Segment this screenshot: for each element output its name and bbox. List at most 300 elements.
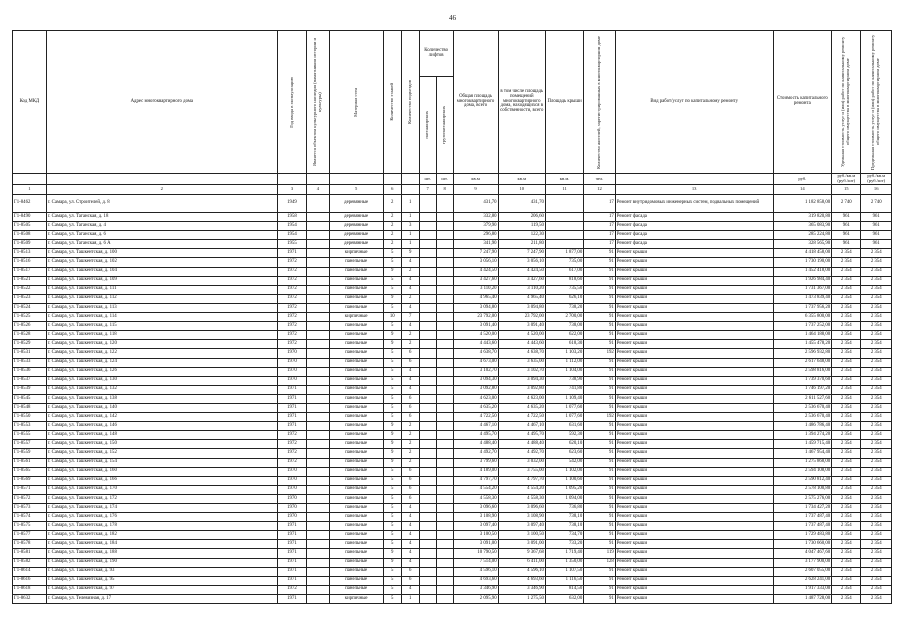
- header-max-cost: Предельная стоимость услуг и (или) работ по капитальному ремонту общего имущества в многоквартирном доме: [870, 34, 881, 170]
- table-row: [13, 349, 892, 358]
- cell-entrances: 6: [401, 576, 419, 585]
- cell-residents: 91: [584, 358, 616, 367]
- cell-residents: 17: [584, 213, 616, 222]
- cell-total-area: 4 495,70: [453, 431, 498, 440]
- header-work-type: Вид работ/услуг по капитальному ремонту: [615, 31, 773, 174]
- cell-elev-passenger: [419, 376, 436, 385]
- cell-elev-cargo: [436, 231, 453, 240]
- cell-heritage: [307, 585, 330, 594]
- cell-cost: 328 565,90: [773, 240, 832, 249]
- cell-owned-area: 9 367,68: [498, 549, 545, 558]
- header-total-area: Общая площадь многоквартирного дома, всего: [453, 31, 498, 174]
- cell-elev-cargo: [436, 494, 453, 503]
- cell-walls: панельные: [329, 376, 383, 385]
- cell-specific-cost: 2 354: [832, 313, 861, 322]
- cell-cost: 1 486 786,40: [773, 422, 832, 431]
- table-row: [13, 467, 892, 476]
- cell-heritage: [307, 303, 330, 312]
- cell-heritage: [307, 485, 330, 494]
- cell-year: 1970: [277, 358, 306, 367]
- table-body: [13, 195, 892, 604]
- cell-heritage: [307, 294, 330, 303]
- cell-address: г. Самара, ул. Ташкентская, д. 182: [46, 531, 277, 540]
- cell-year: 1971: [277, 567, 306, 576]
- cell-total-area: 296,80: [453, 231, 498, 240]
- cell-total-area: 4 797,70: [453, 476, 498, 485]
- cell-floors: 5: [383, 413, 401, 422]
- cell-walls: панельные: [329, 476, 383, 485]
- cell-elev-cargo: [436, 422, 453, 431]
- cell-elev-passenger: [419, 331, 436, 340]
- cell-total-area: 3 097,40: [453, 522, 498, 531]
- cell-elev-cargo: [436, 267, 453, 276]
- cell-elev-passenger: [419, 513, 436, 522]
- cell-roof-area: 738,10: [545, 522, 583, 531]
- cell-walls: панельные: [329, 449, 383, 458]
- cell-year: 1972: [277, 340, 306, 349]
- cell-max-cost: 961: [861, 240, 892, 249]
- cell-entrances: 4: [401, 585, 419, 594]
- cell-total-area: 4 965,40: [453, 294, 498, 303]
- cell-elev-passenger: [419, 313, 436, 322]
- table-row: [13, 549, 892, 558]
- cell-entrances: 6: [401, 413, 419, 422]
- cell-specific-cost: 2 354: [832, 385, 861, 394]
- table-row: [13, 440, 892, 449]
- cell-owned-area: 119,50: [498, 222, 545, 231]
- cell-max-cost: 2 354: [861, 249, 892, 258]
- cell-heritage: [307, 358, 330, 367]
- cell-residents: 119: [584, 549, 616, 558]
- cell-total-area: 2 095,90: [453, 594, 498, 603]
- cell-cost: 1 734 427,20: [773, 504, 832, 513]
- cell-elev-cargo: [436, 294, 453, 303]
- cell-year: 1949: [277, 195, 306, 213]
- cell-heritage: [307, 558, 330, 567]
- cell-heritage: [307, 449, 330, 458]
- cell-cost: 1 275 868,00: [773, 458, 832, 467]
- cell-work-type: Ремонт фасада: [615, 222, 773, 231]
- cell-specific-cost: 2 354: [832, 322, 861, 331]
- header-elev-cargo: грузопассажирских: [441, 105, 447, 145]
- cell-residents: 91: [584, 313, 616, 322]
- cell-total-area: 3 091,40: [453, 322, 498, 331]
- cell-total-area: 10 790,50: [453, 549, 498, 558]
- colnum-15: 15: [832, 185, 861, 195]
- cell-floors: 5: [383, 376, 401, 385]
- cell-walls: панельные: [329, 422, 383, 431]
- table-row: [13, 285, 892, 294]
- cell-year: 1971: [277, 413, 306, 422]
- cell-elev-passenger: [419, 303, 436, 312]
- cell-floors: 5: [383, 567, 401, 576]
- cell-specific-cost: 2 354: [832, 376, 861, 385]
- cell-address: г. Самара, ул. Ташкентская, д. 132: [46, 385, 277, 394]
- cell-code: Г1-8571: [13, 485, 47, 494]
- cell-residents: 91: [584, 340, 616, 349]
- cell-code: Г1-8616: [13, 576, 47, 585]
- cell-owned-area: 3 097,40: [498, 522, 545, 531]
- cell-owned-area: 4 520,00: [498, 331, 545, 340]
- cell-max-cost: 2 354: [861, 485, 892, 494]
- cell-heritage: [307, 567, 330, 576]
- cell-specific-cost: 2 354: [832, 585, 861, 594]
- cell-total-area: 4 424,50: [453, 267, 498, 276]
- table-row: [13, 513, 892, 522]
- cell-walls: панельные: [329, 440, 383, 449]
- cell-code: Г1-8548: [13, 403, 47, 412]
- cell-roof-area: 738,00: [545, 322, 583, 331]
- cell-max-cost: 2 354: [861, 422, 892, 431]
- cell-address: г. Самара, ул. Телевизная, д. 17: [46, 594, 277, 603]
- table-row: [13, 485, 892, 494]
- cell-residents: 91: [584, 567, 616, 576]
- cell-elev-cargo: [436, 358, 453, 367]
- cell-floors: 5: [383, 576, 401, 585]
- cell-residents: 91: [584, 476, 616, 485]
- cell-walls: деревянные: [329, 213, 383, 222]
- cell-total-area: 3 100,50: [453, 531, 498, 540]
- cell-floors: 5: [383, 476, 401, 485]
- cell-residents: 17: [584, 231, 616, 240]
- colnum-10: 10: [498, 185, 545, 195]
- cell-work-type: Ремонт фасада: [615, 213, 773, 222]
- cell-residents: 91: [584, 249, 616, 258]
- cell-entrances: 2: [401, 294, 419, 303]
- cell-elev-cargo: [436, 440, 453, 449]
- table-row: [13, 540, 892, 549]
- cell-year: 1972: [277, 431, 306, 440]
- cell-address: г. Самара, ул. Ташкентская, д. 166: [46, 476, 277, 485]
- cell-address: г. Самара, ул. Ташкентская, д. 140: [46, 403, 277, 412]
- cell-heritage: [307, 376, 330, 385]
- cell-owned-area: 4 467,10: [498, 422, 545, 431]
- cell-year: 1971: [277, 540, 306, 549]
- cell-elev-cargo: [436, 340, 453, 349]
- cell-total-area: 4 488,40: [453, 440, 498, 449]
- cell-year: 1972: [277, 285, 306, 294]
- cell-roof-area: 1 102,00: [545, 467, 583, 476]
- colnum-7: 7: [419, 185, 436, 195]
- cell-floors: 5: [383, 494, 401, 503]
- cell-walls: панельные: [329, 303, 383, 312]
- cell-entrances: 4: [401, 367, 419, 376]
- table-row: [13, 358, 892, 367]
- cell-specific-cost: 2 354: [832, 594, 861, 603]
- colnum-16: 16: [861, 185, 892, 195]
- cell-elev-cargo: [436, 504, 453, 513]
- cell-specific-cost: 2 354: [832, 349, 861, 358]
- cell-max-cost: 2 354: [861, 494, 892, 503]
- cell-floors: 5: [383, 522, 401, 531]
- cell-owned-area: 4 558,30: [498, 494, 545, 503]
- header-elevators: Количество лифтов: [419, 31, 453, 77]
- cell-roof-area: 1 719,40: [545, 549, 583, 558]
- cell-max-cost: 2 354: [861, 567, 892, 576]
- cell-entrances: 9: [401, 249, 419, 258]
- cell-owned-area: 3 092,80: [498, 385, 545, 394]
- cell-year: 1972: [277, 322, 306, 331]
- cell-total-area: 7 514,00: [453, 558, 498, 567]
- cell-elev-cargo: [436, 313, 453, 322]
- cell-walls: панельные: [329, 340, 383, 349]
- cell-cost: 1 926 984,40: [773, 276, 832, 285]
- cell-owned-area: 4 488,40: [498, 440, 545, 449]
- cell-elev-passenger: [419, 467, 436, 476]
- cell-heritage: [307, 313, 330, 322]
- cell-entrances: 4: [401, 285, 419, 294]
- cell-elev-passenger: [419, 222, 436, 231]
- cell-code: Г1-8539: [13, 385, 47, 394]
- cell-elev-passenger: [419, 267, 436, 276]
- cell-work-type: Ремонт крыши: [615, 549, 773, 558]
- cell-roof-area: 1 112,00: [545, 358, 583, 367]
- cell-address: г. Самара, ул. Ташкентская, д. 93: [46, 567, 277, 576]
- unit-rub-sqm2: руб./кв.м (руб./шт): [861, 174, 892, 185]
- cell-roof-area: [545, 222, 583, 231]
- cell-work-type: Ремонт крыши: [615, 394, 773, 403]
- table-row: [13, 504, 892, 513]
- cell-elev-cargo: [436, 485, 453, 494]
- cell-walls: панельные: [329, 467, 383, 476]
- cell-specific-cost: 2 354: [832, 267, 861, 276]
- cell-heritage: [307, 240, 330, 249]
- cell-roof-area: 1 350,00: [545, 558, 583, 567]
- cell-floors: 5: [383, 276, 401, 285]
- colnum-13: 13: [615, 185, 773, 195]
- cell-year: 1971: [277, 422, 306, 431]
- cell-total-area: 4 596,10: [453, 567, 498, 576]
- cell-roof-area: 618,30: [545, 340, 583, 349]
- cell-work-type: Ремонт внутридомовых инженерных систем, подвальных помещений: [615, 195, 773, 213]
- table-row: [13, 249, 892, 258]
- cell-heritage: [307, 195, 330, 213]
- cell-heritage: [307, 385, 330, 394]
- cell-specific-cost: 961: [832, 240, 861, 249]
- cell-total-area: 3 091,00: [453, 540, 498, 549]
- cell-entrances: 4: [401, 322, 419, 331]
- colnum-8: 8: [436, 185, 453, 195]
- cell-walls: панельные: [329, 358, 383, 367]
- cell-year: 1971: [277, 249, 306, 258]
- cell-work-type: Ремонт крыши: [615, 249, 773, 258]
- cell-max-cost: 2 354: [861, 331, 892, 340]
- cell-year: 1971: [277, 394, 306, 403]
- cell-year: 1971: [277, 522, 306, 531]
- cell-heritage: [307, 458, 330, 467]
- header-residents: Количество жителей, зарегистрированных в многоквартирном доме: [596, 35, 602, 169]
- cell-roof-area: 1 109,40: [545, 394, 583, 403]
- cell-work-type: Ремонт крыши: [615, 258, 773, 267]
- cell-code: Г1-8521: [13, 276, 47, 285]
- cell-specific-cost: 961: [832, 213, 861, 222]
- cell-specific-cost: 2 354: [832, 431, 861, 440]
- cell-max-cost: 2 354: [861, 585, 892, 594]
- cell-entrances: 1: [401, 594, 419, 603]
- cell-elev-cargo: [436, 558, 453, 567]
- cell-total-area: 7 247,90: [453, 249, 498, 258]
- cell-roof-area: 733,20: [545, 540, 583, 549]
- cell-max-cost: 2 354: [861, 549, 892, 558]
- cell-address: г. Самара, ул. Ташкентская, д. 174: [46, 504, 277, 513]
- cell-owned-area: 3 427,60: [498, 276, 545, 285]
- cell-floors: 5: [383, 258, 401, 267]
- cell-walls: панельные: [329, 394, 383, 403]
- colnum-6: 6: [383, 185, 401, 195]
- cell-max-cost: 2 354: [861, 522, 892, 531]
- cell-elev-cargo: [436, 213, 453, 222]
- cell-specific-cost: 2 740: [832, 195, 861, 213]
- cell-floors: 9: [383, 449, 401, 458]
- table-row: [13, 449, 892, 458]
- cell-heritage: [307, 576, 330, 585]
- cell-max-cost: 961: [861, 222, 892, 231]
- cell-walls: кирпичные: [329, 249, 383, 258]
- cell-code: Г1-8517: [13, 267, 47, 276]
- cell-entrances: 1: [401, 213, 419, 222]
- cell-total-area: 4 558,30: [453, 494, 498, 503]
- cell-elev-passenger: [419, 540, 436, 549]
- cell-elev-cargo: [436, 349, 453, 358]
- header-specific-cost: Удельная стоимость услуг и (или) работ по капитальному ремонту общего имущества в многоквартирном доме: [840, 36, 851, 168]
- cell-total-area: 3 102,70: [453, 367, 498, 376]
- cell-owned-area: 1 275,50: [498, 594, 545, 603]
- cell-cost: 2 536 670,40: [773, 413, 832, 422]
- cell-work-type: Ремонт крыши: [615, 522, 773, 531]
- cell-entrances: 6: [401, 567, 419, 576]
- cell-owned-area: 4 693,60: [498, 576, 545, 585]
- cell-max-cost: 2 354: [861, 431, 892, 440]
- cell-cost: 1 182 858,00: [773, 195, 832, 213]
- cell-work-type: Ремонт крыши: [615, 540, 773, 549]
- cell-specific-cost: 2 354: [832, 467, 861, 476]
- cell-cost: 2 596 932,80: [773, 349, 832, 358]
- cell-entrances: 6: [401, 403, 419, 412]
- cell-heritage: [307, 594, 330, 603]
- cell-year: 1972: [277, 267, 306, 276]
- cell-residents: 91: [584, 294, 616, 303]
- cell-address: г. Самара, ул. Ташкентская, д. 146: [46, 422, 277, 431]
- cell-total-area: 3 056,10: [453, 258, 498, 267]
- cell-max-cost: 2 354: [861, 358, 892, 367]
- cell-entrances: 6: [401, 494, 419, 503]
- cell-elev-passenger: [419, 440, 436, 449]
- cell-code: Г1-8526: [13, 322, 47, 331]
- cell-work-type: Ремонт крыши: [615, 585, 773, 594]
- cell-total-area: 332,80: [453, 213, 498, 222]
- cell-work-type: Ремонт крыши: [615, 494, 773, 503]
- cell-roof-area: 626,10: [545, 294, 583, 303]
- header-address: Адрес многоквартирного дома: [46, 31, 277, 174]
- cell-specific-cost: 961: [832, 222, 861, 231]
- cell-address: г. Самара, ул. Ташкентская, д. 170: [46, 485, 277, 494]
- cell-roof-area: 738,20: [545, 303, 583, 312]
- cell-floors: 9: [383, 440, 401, 449]
- cell-specific-cost: 2 354: [832, 440, 861, 449]
- cell-elev-cargo: [436, 331, 453, 340]
- cell-roof-area: 623,60: [545, 449, 583, 458]
- cell-heritage: [307, 467, 330, 476]
- cell-code: Г1-8524: [13, 303, 47, 312]
- cell-address: г. Самара, ул. Ташкентская, д. 150: [46, 440, 277, 449]
- cell-cost: 1 459 715,40: [773, 440, 832, 449]
- cell-work-type: Ремонт крыши: [615, 594, 773, 603]
- cell-specific-cost: 2 354: [832, 258, 861, 267]
- cell-max-cost: 2 354: [861, 558, 892, 567]
- table-row: [13, 594, 892, 603]
- cell-roof-area: [545, 213, 583, 222]
- cell-max-cost: 2 354: [861, 285, 892, 294]
- cell-cost: 3 177 900,00: [773, 558, 832, 567]
- cell-entrances: 4: [401, 531, 419, 540]
- cell-year: 1970: [277, 513, 306, 522]
- cell-roof-area: 814,50: [545, 585, 583, 594]
- cell-elev-passenger: [419, 485, 436, 494]
- cell-owned-area: 4 623,00: [498, 394, 545, 403]
- cell-entrances: 2: [401, 431, 419, 440]
- cell-address: г. Самара, ул. Ташкентская, д. 124: [46, 358, 277, 367]
- cell-max-cost: 2 354: [861, 458, 892, 467]
- cell-elev-passenger: [419, 285, 436, 294]
- cell-entrances: 4: [401, 522, 419, 531]
- table-row: [13, 422, 892, 431]
- cell-floors: 9: [383, 549, 401, 558]
- cell-residents: 91: [584, 276, 616, 285]
- cell-roof-area: 631,60: [545, 422, 583, 431]
- cell-owned-area: 4 495,70: [498, 431, 545, 440]
- cell-elev-cargo: [436, 222, 453, 231]
- cell-owned-area: 3 110,20: [498, 285, 545, 294]
- table-row: [13, 522, 892, 531]
- cell-year: 1970: [277, 476, 306, 485]
- cell-code: Г1-8529: [13, 340, 47, 349]
- cell-owned-area: 3 032,00: [498, 458, 545, 467]
- cell-entrances: 6: [401, 476, 419, 485]
- cell-work-type: Ремонт крыши: [615, 358, 773, 367]
- cell-residents: 91: [584, 540, 616, 549]
- cell-cost: 1 730 190,00: [773, 258, 832, 267]
- cell-residents: 17: [584, 222, 616, 231]
- cell-max-cost: 2 354: [861, 376, 892, 385]
- cell-elev-passenger: [419, 594, 436, 603]
- cell-address: г. Самара, ул. Ташкентская, д. 100: [46, 249, 277, 258]
- cell-owned-area: 4 424,50: [498, 267, 545, 276]
- cell-cost: 2 607 055,00: [773, 567, 832, 576]
- cell-roof-area: 738,90: [545, 376, 583, 385]
- cell-entrances: 4: [401, 376, 419, 385]
- cell-code: Г1-8533: [13, 358, 47, 367]
- cell-owned-area: 4 965,40: [498, 294, 545, 303]
- cell-owned-area: 211,80: [498, 240, 545, 249]
- cell-address: г. Самара, ул. Ташкентская, д. 160: [46, 467, 277, 476]
- cell-owned-area: 7 247,90: [498, 249, 545, 258]
- cell-walls: панельные: [329, 504, 383, 513]
- cell-roof-area: 592,30: [545, 431, 583, 440]
- table-row: [13, 585, 892, 594]
- cell-owned-area: 3 635,00: [498, 358, 545, 367]
- cell-entrances: 4: [401, 504, 419, 513]
- cell-year: 1972: [277, 276, 306, 285]
- cell-floors: 9: [383, 340, 401, 349]
- cell-elev-passenger: [419, 531, 436, 540]
- cell-elev-passenger: [419, 522, 436, 531]
- cell-roof-area: 1 077,60: [545, 403, 583, 412]
- cell-max-cost: 2 354: [861, 276, 892, 285]
- cell-cost: 1 737 252,00: [773, 322, 832, 331]
- cell-residents: 91: [584, 376, 616, 385]
- cell-heritage: [307, 549, 330, 558]
- cell-residents: 91: [584, 322, 616, 331]
